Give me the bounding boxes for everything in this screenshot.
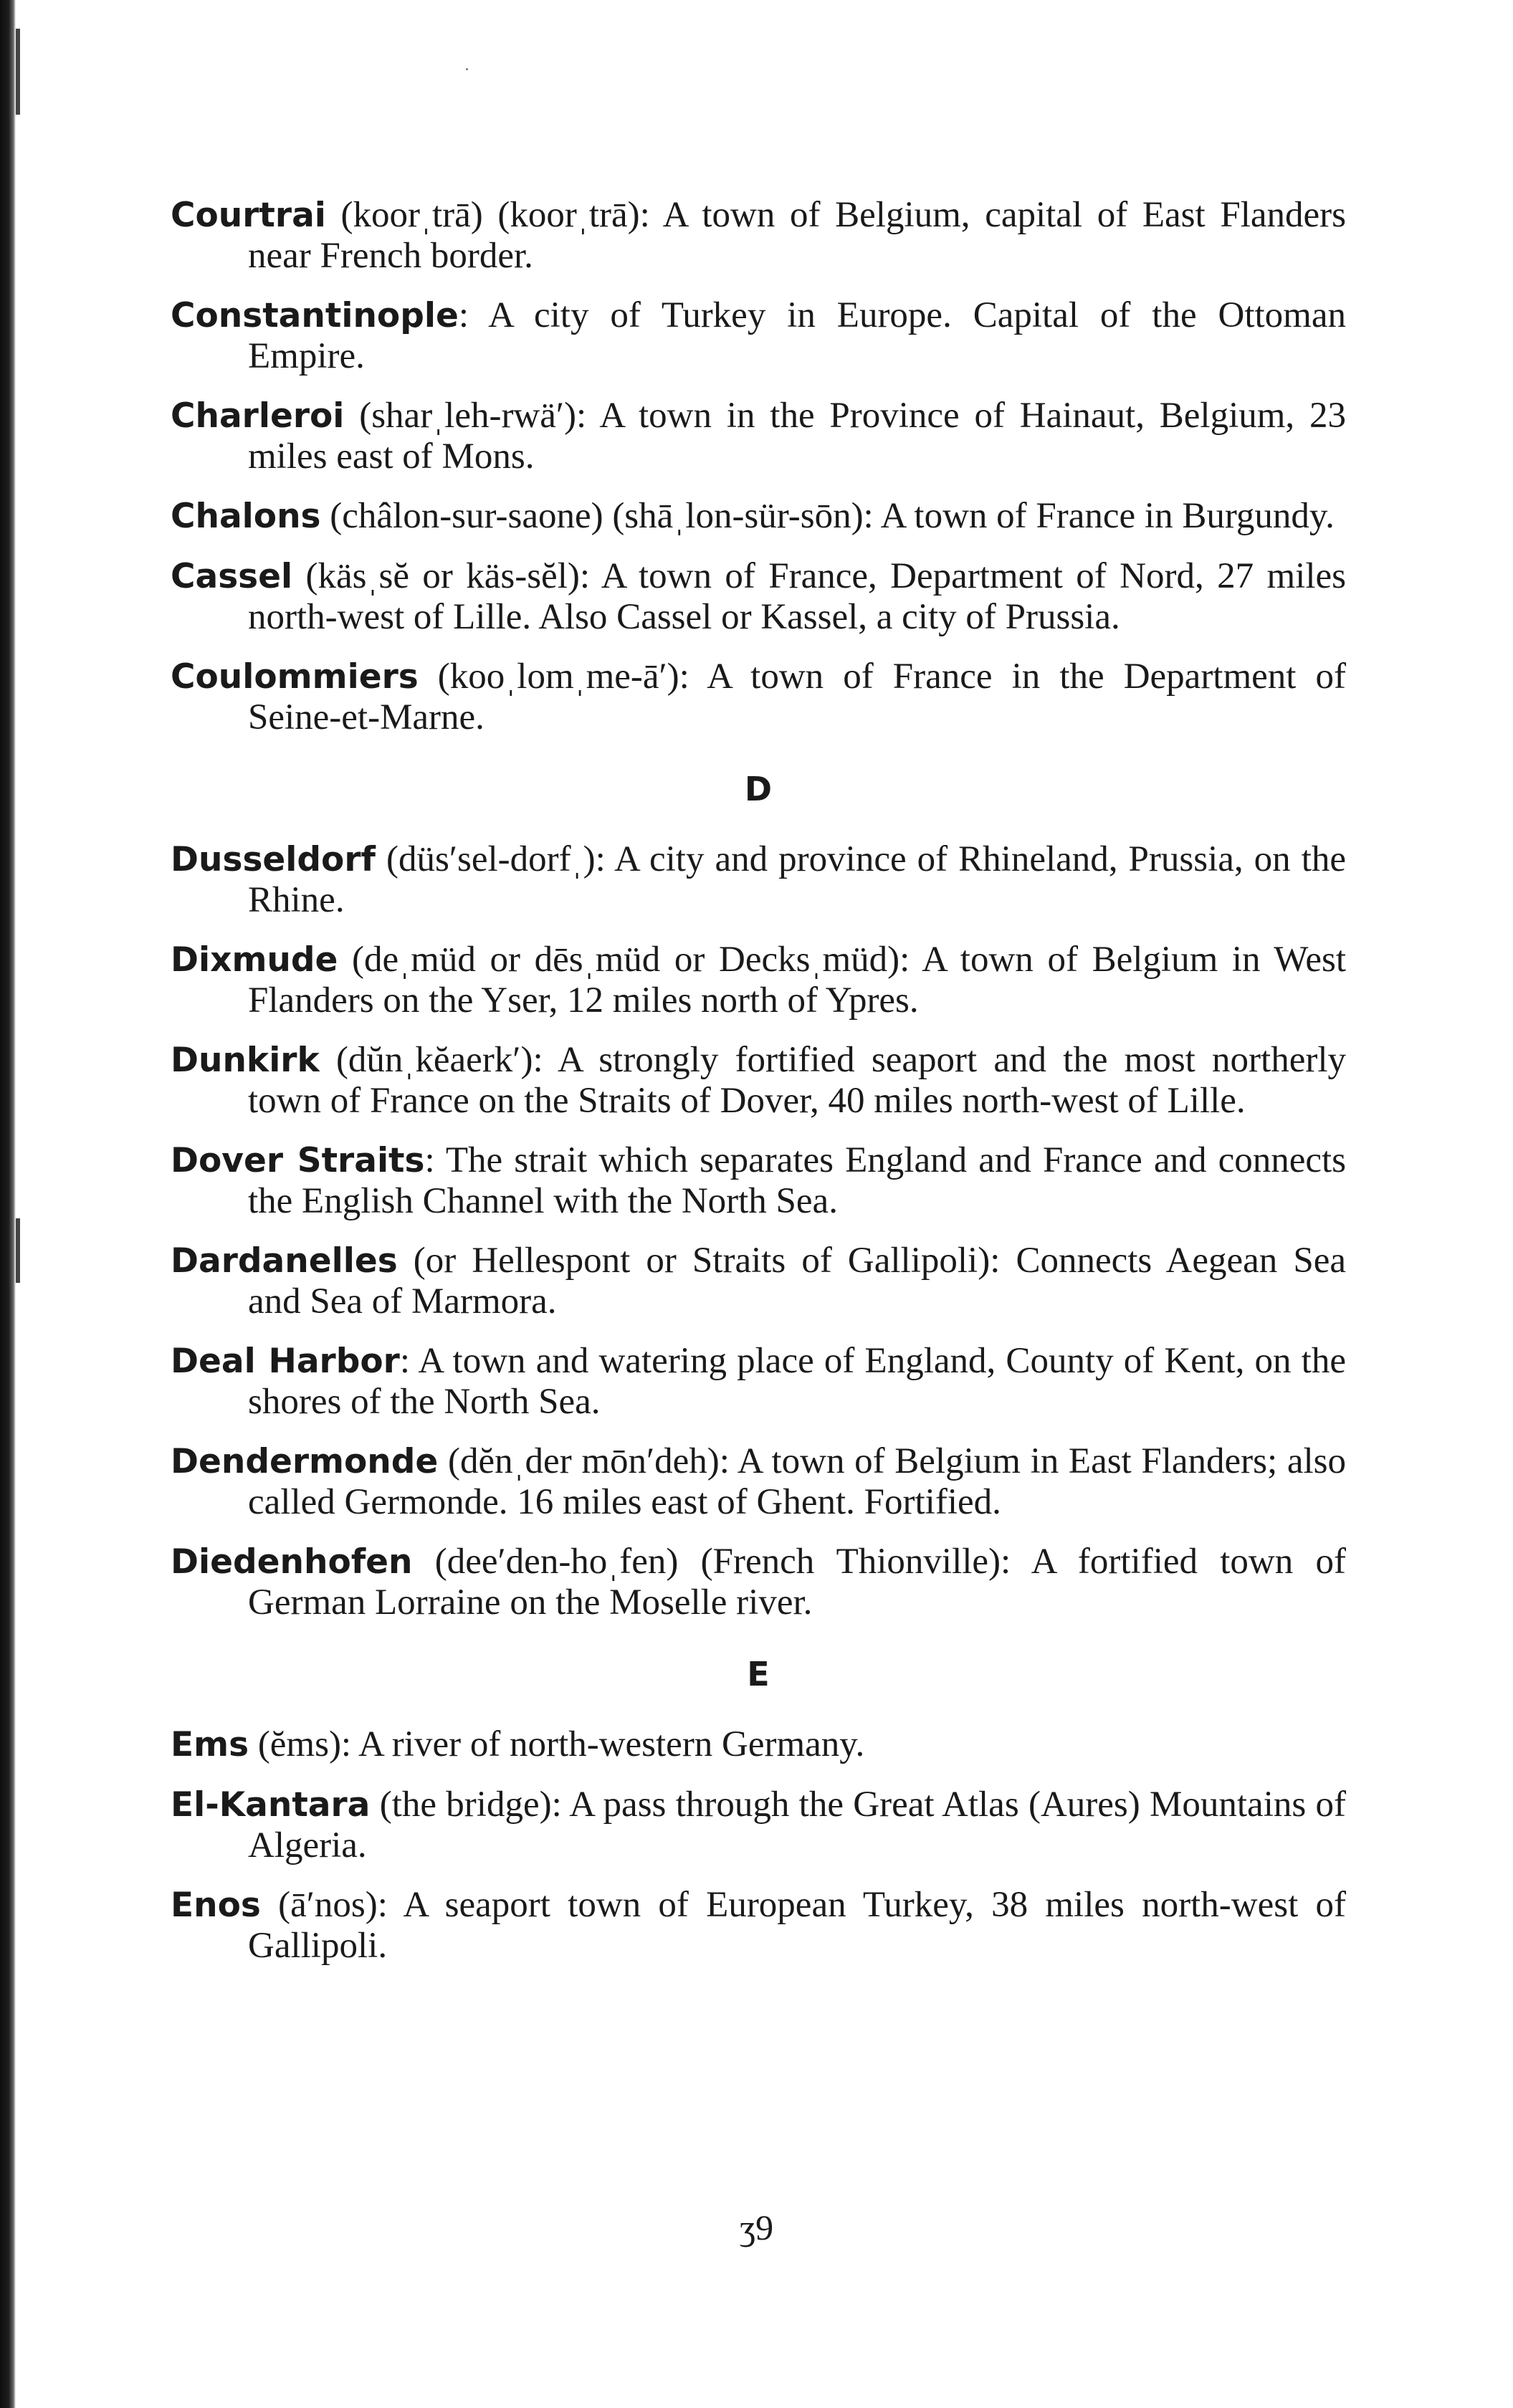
- entry-term: Cassel: [171, 557, 293, 596]
- entry-text: (the bridge): A pass through the Great Atlas (Aures) Mountains of Algeria.: [248, 1784, 1346, 1865]
- entry-term: Dardanelles: [171, 1241, 398, 1281]
- entry-term: El-Kantara: [171, 1785, 371, 1825]
- entry-text: (käsˌsĕ or käs-sĕl): A town of France, Department of Nord, 27 miles north-west of Lille. Also Cassel or Kassel, a city of Prussia.: [248, 556, 1346, 637]
- entry-term: Deal Harbor: [171, 1342, 400, 1381]
- entry-text: (châlon-sur-saone) (shāˌlon-sür-sōn): A town of France in Burgundy.: [320, 496, 1335, 536]
- entry-text: (sharˌleh-rwä′): A town in the Province of Hainaut, Belgium, 23 miles east of Mons.: [248, 396, 1346, 477]
- entry-term: Dixmude: [171, 940, 338, 980]
- entry-term: Courtrai: [171, 196, 326, 235]
- gazetteer-entry: [171, 195, 1346, 276]
- gazetteer-entry: [171, 1341, 1346, 1422]
- gazetteer-entry: [171, 1241, 1346, 1322]
- gazetteer-entry: [171, 295, 1346, 376]
- entry-term: Ems: [171, 1725, 249, 1764]
- entry-term: Coulommiers: [171, 657, 419, 697]
- gazetteer-entry: [171, 656, 1346, 737]
- section-heading-e: E: [747, 1655, 770, 1693]
- entry-text: (or Hellespont or Straits of Gallipoli): Connects Aegean Sea and Sea of Marmora.: [248, 1241, 1346, 1322]
- entry-text: (kooˌlomˌme-ā′): A town of France in the Department of Seine-et-Marne.: [248, 656, 1346, 737]
- entry-term: Enos: [171, 1886, 261, 1925]
- entry-term: Diedenhofen: [171, 1542, 413, 1582]
- entry-term: Dendermonde: [171, 1442, 439, 1481]
- dust-speck: [466, 68, 468, 70]
- gazetteer-entry: [171, 1140, 1346, 1221]
- gazetteer-entry: [171, 1885, 1346, 1966]
- page-number: ʒ9: [739, 2207, 774, 2247]
- gazetteer-entry: [171, 940, 1346, 1021]
- entry-text: : A city of Turkey in Europe. Capital of the Ottoman Empire.: [248, 295, 1346, 376]
- entry-text: (dee′den-hoˌfen) (French Thionville): A fortified town of German Lorraine on the Moselle river.: [248, 1542, 1346, 1623]
- entry-text: (koorˌtrā) (koorˌtrā): A town of Belgium, capital of East Flanders near French border.: [248, 195, 1346, 276]
- entry-text: (ĕms): A river of north-western Germany.: [249, 1724, 865, 1764]
- gazetteer-entry: [171, 556, 1346, 637]
- gazetteer-entry: [171, 1724, 1346, 1765]
- scan-edge-speck: [16, 1218, 20, 1283]
- entry-term: Dusseldorf: [171, 840, 376, 879]
- entry-term: Dunkirk: [171, 1041, 320, 1080]
- gazetteer-entry: [171, 396, 1346, 477]
- entry-text: (düs′sel-dorfˌ): A city and province of Rhineland, Prussia, on the Rhine.: [248, 839, 1346, 920]
- entry-term: Constantinople: [171, 296, 459, 335]
- gazetteer-entry: [171, 1542, 1346, 1623]
- gazetteer-entry: [171, 1784, 1346, 1865]
- gazetteer-entry: [171, 839, 1346, 920]
- entry-text: : The strait which separates England and France and connects the English Channel with the North Sea.: [248, 1140, 1347, 1221]
- entry-text: (deˌmüd or dēsˌmüd or Decksˌmüd): A town of Belgium in West Flanders on the Yser, 12 miles north of Ypres.: [248, 940, 1346, 1021]
- scan-edge-speck: [16, 29, 20, 115]
- entry-text: : A town and watering place of England, County of Kent, on the shores of the North Sea.: [248, 1341, 1346, 1422]
- section-heading-d: D: [744, 770, 773, 808]
- entry-text: (dĕnˌder mōn′deh): A town of Belgium in East Flanders; also called Germonde. 16 miles east of Ghent. Fortified.: [248, 1441, 1346, 1522]
- gazetteer-entry: [171, 1441, 1346, 1522]
- entry-term: Charleroi: [171, 396, 345, 436]
- entry-text: (ā′nos): A seaport town of European Turkey, 38 miles north-west of Gallipoli.: [248, 1885, 1346, 1966]
- entry-term: Chalons: [171, 497, 321, 536]
- gazetteer-entry: [171, 1040, 1346, 1121]
- entry-term: Dover Straits: [171, 1141, 425, 1180]
- entry-text: (dŭnˌkĕaerk′): A strongly fortified seaport and the most northerly town of France on the Straits of Dover, 40 miles north-west of Lille.: [248, 1040, 1346, 1121]
- gazetteer-entry: [171, 496, 1346, 537]
- gazetteer-page: [171, 195, 1346, 1985]
- scan-edge: [0, 0, 16, 2408]
